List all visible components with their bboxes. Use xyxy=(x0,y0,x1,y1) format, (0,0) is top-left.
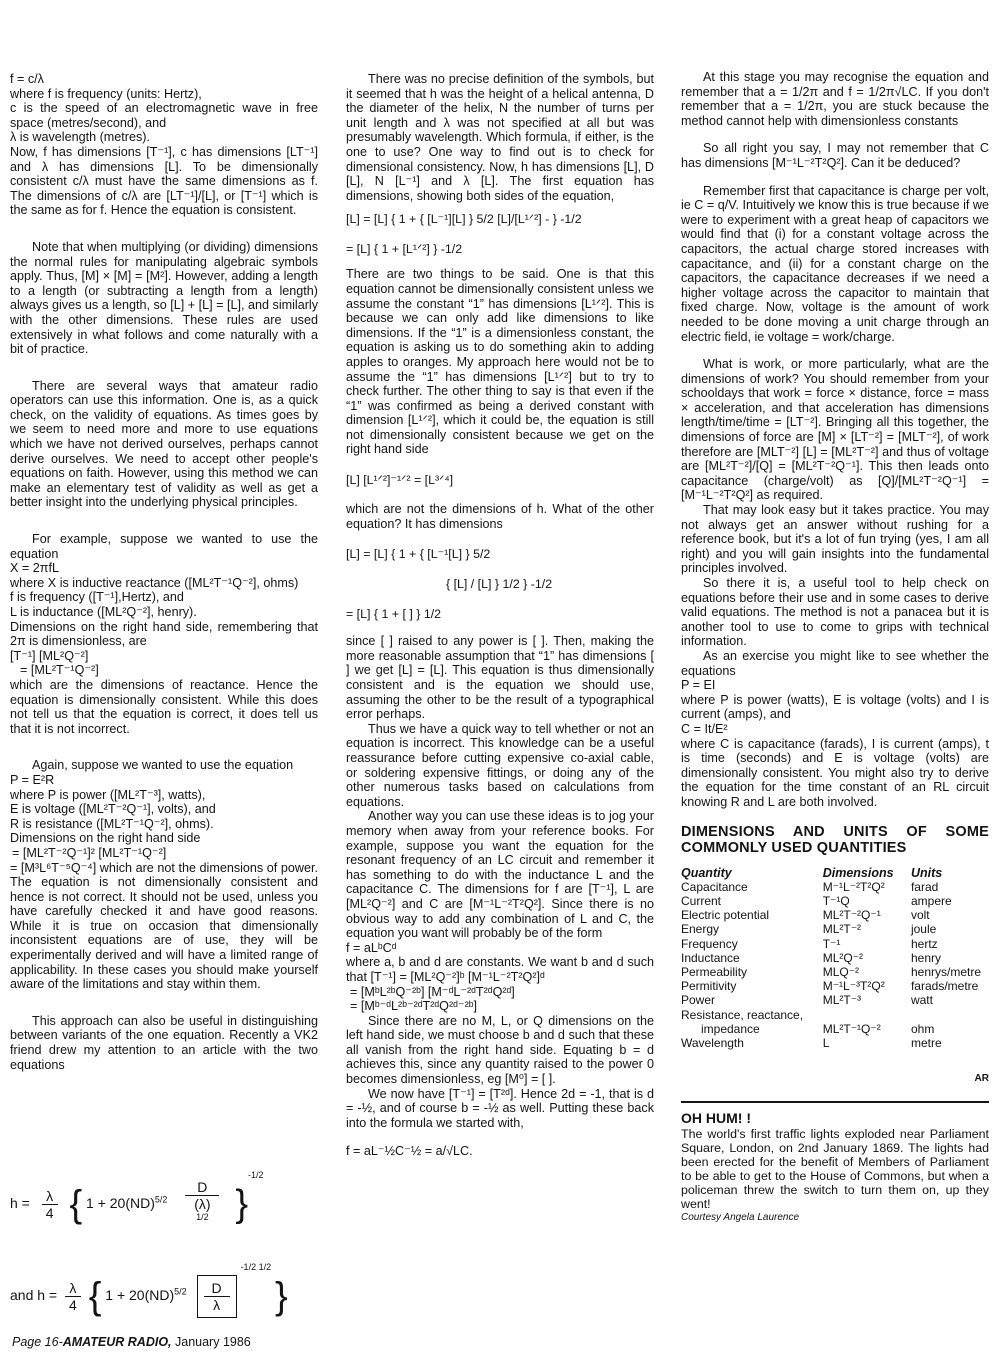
sidebar-divider xyxy=(681,1101,989,1103)
table-row xyxy=(681,1008,981,1022)
quantity-cell: Current xyxy=(681,893,722,908)
units-cell: farad xyxy=(910,879,939,894)
units-cell: ohm xyxy=(910,1021,935,1036)
units-cell: ampere xyxy=(910,893,952,908)
table-row xyxy=(681,1036,981,1050)
equation-power: P = E²R xyxy=(10,772,55,787)
units-cell: hertz xyxy=(910,936,938,951)
equation-capacitance: C = It/E² xyxy=(681,721,728,736)
paragraph: since [ ] raised to any power is [ ]. Then, making the more reasonable assumption that “1” has dimensions [ ] we get [L] = [L]. This equation is thus dimensionally consistent and is the equation we should use, assuming the other to be the result of a typographical error perhaps. xyxy=(346,634,654,722)
equation-dimensions-3b: { [L] / [L] } 1/2 } -1/2 xyxy=(446,577,553,592)
table-row xyxy=(681,880,981,894)
units-cell: henrys/metre xyxy=(910,964,981,979)
dimensions-cell: L xyxy=(822,1035,830,1050)
table-row xyxy=(681,937,981,951)
table-row xyxy=(681,979,981,993)
column-3 xyxy=(681,70,989,1226)
quantity-cell: Permeability xyxy=(681,964,748,979)
quantity-cell: Wavelength xyxy=(681,1035,744,1050)
equation-reactance: X = 2πfL xyxy=(10,561,59,576)
text-line: c is the speed of an electromagnetic wave in free space (metres/second), and xyxy=(10,101,318,130)
units-table xyxy=(681,866,981,1051)
paragraph: Remember first that capacitance is charge per volt, ie C = q/V. Intuitively we know this is true because if we were to experiment with a great heap of capacitors we would find that (i) for a constant voltage across the capacitors, the actual charge stored increases with capacitance, and (ii) for a constant charge on the capacitors, the capacitance decreases if we need a higher voltage across the capacitor to maintain that fixed charge. Now, voltage is the amount of work needed to be done moving a unit charge through an electric field, ie voltage = work/charge. xyxy=(681,183,989,344)
formula-helix-1: h = $\frac{\lambda}{4}$ { 1 + 20(ND)$^{5/2}$ D (λ) $^{1/2}$ }$^{-1/2}$ xyxy=(10,1170,264,1226)
dimensions-cell: ML²T⁻³ xyxy=(822,993,862,1008)
table-row xyxy=(681,965,981,979)
quantity-cell: Frequency xyxy=(681,936,738,951)
quantity-cell: Power xyxy=(681,993,716,1008)
equation-dimensions-1a: [L] = [L] { 1 + { [L⁻¹][L] } 5/2 [L]/[L¹ᐟ²] - } -1/2 xyxy=(346,212,582,227)
table-row xyxy=(681,908,981,922)
column-header-units: Units xyxy=(910,865,943,880)
quantity-cell: Resistance, reactance, xyxy=(681,1007,804,1022)
dimensions-cell: M⁻¹L⁻³T²Q² xyxy=(822,979,885,994)
page-number: Page 16- xyxy=(12,1335,63,1349)
paragraph: We now have [T⁻¹] = [T²ᵈ]. Hence 2d = -1, that is d = -½, and of course b = -½ as well. Putting these back into the formula we started with, xyxy=(346,1086,654,1130)
quantity-cell: impedance xyxy=(701,1021,760,1036)
dimensions-cell: MLQ⁻² xyxy=(822,964,860,979)
paragraph: At this stage you may recognise the equation and remember that a = 1/2π and f = 1/2π√LC. If you don't remember that a = 1/2π, you are stuck because the method cannot help with dimensionless constants xyxy=(681,70,989,128)
units-table-heading: DIMENSIONS AND UNITS OF SOME COMMONLY USED QUANTITIES xyxy=(681,823,989,856)
paragraph: This approach can also be useful in distinguishing between variants of the one equation. Recently a VK2 friend drew my attention to an article with the two equations xyxy=(10,1013,318,1072)
table-row xyxy=(681,951,981,965)
equation-power-ei: P = EI xyxy=(681,678,716,693)
column-1 xyxy=(10,72,318,1085)
paragraph: So there it is, a useful tool to help check on equations before their use and in some cases to derive valid equations. The method is not a panacea but it is another tool to use to come to grips with technical information. xyxy=(681,576,989,649)
table-row xyxy=(681,922,981,936)
paragraph-lc-derivation: f = aLᵇCᵈ where a, b and d are constants. We want b and d such that [T⁻¹] = [ML²Q⁻²]ᵇ [M⁻¹L⁻²T²Q²]ᵈ = [MᵇL²ᵇQ⁻²ᵇ] [M⁻ᵈL⁻²ᵈT²ᵈQ²ᵈ] = [Mᵇ⁻ᵈL²ᵇ⁻²ᵈT²ᵈQ²ᵈ⁻²ᵇ] xyxy=(346,940,654,1014)
sidebar-credit: Courtesy Angela Laurence xyxy=(681,1212,800,1224)
column-header-dimensions: Dimensions xyxy=(822,865,894,880)
units-cell xyxy=(911,1008,981,1022)
units-cell: watt xyxy=(910,993,933,1008)
units-cell: joule xyxy=(910,922,937,937)
paragraph: Now, f has dimensions [T⁻¹], c has dimensions [LT⁻¹] and λ has dimensions [L]. To be dimensionally consistent c/λ must have the same dimensions as f. The dimensions of c/λ are [LT⁻¹]/[L], or [T⁻¹] which is the same as for f. Hence the equation is consistent. xyxy=(10,144,318,218)
equation-dimensions-1b: = [L] { 1 + [L¹ᐟ²] } -1/2 xyxy=(346,242,463,257)
dimensions-cell: T⁻¹Q xyxy=(822,893,850,908)
paragraph: There are two things to be said. One is that this equation cannot be dimensionally consistent unless we assume the constant “1” has dimensions [L¹ᐟ²]. This is because we can only add like dimensions to like dimensions. If the “1” is a dimensionless constant, the equation is asking us to do something akin to adding apples to oranges. My approach here would not be to assume the “1” has dimensions [L¹ᐟ²] but to try to check further. The other thing to say is that even if the “1” was confirmed as being a derived constant with dimension [L¹ᐟ²], which it could be, the equation is still not dimensionally consistent because we get on the right hand side xyxy=(346,267,654,457)
dimensions-cell xyxy=(823,1008,911,1022)
equation-dimensions-3c: = [L] { 1 + [ ] } 1/2 xyxy=(346,607,442,622)
table-row xyxy=(681,1022,981,1036)
dimensions-cell: ML²T⁻¹Q⁻² xyxy=(822,1021,881,1036)
paragraph-example-power: Again, suppose we wanted to use the equation P = E²R where P is power ([ML²T⁻³], watts), E is voltage ([ML²T⁻²Q⁻¹], volts), and R is resistance ([ML²T⁻¹Q⁻²], ohms). Dimensions on the right hand side = [ML²T⁻²Q⁻¹]² [ML²T⁻¹Q⁻²] = [M³L⁶T⁻⁵Q⁻⁴] which are not the dimensions of power. The equation is not dimensionally consistent and hence is not correct. It should not be used, unless you have carefully checked it and have good reasons. While it is true on occasion that dimensionally inconsistent equations are of use, they will be experimentally derived and will have a limited range of applicability. In these cases you should make yourself aware of the limitations and stay within them. xyxy=(10,758,318,992)
units-table-header-row xyxy=(681,866,981,880)
paragraph: Another way you can use these ideas is to jog your memory when away from your reference books. For example, suppose you want the equation for the resonant frequency of an LC circuit and remember it has something to do with the inductance L and the capacitance C. The dimensions for f are [T⁻¹], L are [ML²Q⁻²] and C are [M⁻¹L⁻²T²Q²]. Since there is no obvious way to add any combination of L and C, the equation you want will probably be of the form xyxy=(346,809,654,941)
dimensions-cell: ML²T⁻² xyxy=(822,922,862,937)
units-cell: farads/metre xyxy=(910,979,979,994)
column-2 xyxy=(346,72,654,1159)
paragraph-exercise: As an exercise you might like to see whether the equations P = EI where P is power (watts), E is voltage (volts) and I is current (amps), and C = It/E² where C is capacitance (farads), I is current (amps), t is time (seconds) and E is voltage (volts) are dimensionally consistent. You might also try to derive the equation for the time constant of an RL circuit knowing R and L are both involved. xyxy=(681,648,989,809)
paragraph: Thus we have a quick way to tell whether or not an equation is incorrect. This knowledge can be a useful reassurance before cutting expensive co-axial cable, or soldering expensive fittings, or doing any of the other numerous tasks based on calculations from equations. xyxy=(346,721,654,809)
quantity-cell: Permitivity xyxy=(681,979,737,994)
magazine-name: AMATEUR RADIO, xyxy=(62,1335,172,1349)
paragraph: which are not the dimensions of h. What of the other equation? It has dimensions xyxy=(346,502,654,531)
column-header-quantity: Quantity xyxy=(681,865,732,880)
units-cell: volt xyxy=(910,908,930,923)
issue-date: January 1986 xyxy=(171,1335,251,1349)
equation-f-c-lambda: f = c/λ xyxy=(10,72,44,86)
table-row xyxy=(681,894,981,908)
dimensions-cell: M⁻¹L⁻²T²Q² xyxy=(822,879,885,894)
paragraph: There was no precise definition of the symbols, but it seemed that h was the height of a helical antenna, D the diameter of the helix, N the number of turns per unit length and λ was not specified at all but was presumably wavelength. Which formula, if either, is the one to use? One way to find out is to check for dimensional consistency. Now, h has dimensions [L], D [L], N [L⁻¹] and λ [L]. The first equation has dimensions, showing both sides of the equation, xyxy=(346,72,654,203)
quantity-cell: Capacitance xyxy=(681,879,748,894)
quantity-cell: Inductance xyxy=(681,950,740,965)
paragraph: So all right you say, I may not remember that C has dimensions [M⁻¹L⁻²T²Q²]. Can it be deduced? xyxy=(681,141,989,170)
units-table-body xyxy=(681,880,981,1050)
equation-resonant-result: f = aL⁻½C⁻½ = a/√LC. xyxy=(346,1144,473,1159)
paragraph: Since there are no M, L, or Q dimensions on the left hand side, we must choose b and d such that these all vanish from the right hand side. Equating b = d achieves this, since any quantity raised to the power 0 becomes dimensionless, eg [M⁰] = [ ]. xyxy=(346,1013,654,1087)
dimensions-cell: ML²Q⁻² xyxy=(822,950,864,965)
dimensions-cell: ML²T⁻²Q⁻¹ xyxy=(822,908,881,923)
quantity-cell: Electric potential xyxy=(681,908,770,923)
page-footer xyxy=(12,1335,251,1349)
paragraph: There are several ways that amateur radio operators can use this information. One is, as a quick check, on the validity of equations. As times goes by we seem to need more and more to use equations which we have not derived ourselves, perhaps cannot derive ourselves. We need to accept other people's equations on faith. However, using this method we can make an elementary test of validity as well as get a better insight into the underlying physical principles. xyxy=(10,378,318,510)
quantity-cell: Energy xyxy=(681,922,720,937)
units-cell: metre xyxy=(910,1035,942,1050)
paragraph-example-reactance: For example, suppose we wanted to use the equation X = 2πfL where X is inductive reactance ([ML²T⁻¹Q⁻²], ohms) f is frequency ([T⁻¹],Hertz), and L is inductance ([ML²Q⁻²], henry). Dimensions on the right hand side, remembering that 2π is dimensionless, are [T⁻¹] [ML²Q⁻²] = [ML²T⁻¹Q⁻²] which are the dimensions of reactance. Hence the equation is dimensionally consistent. While this does not tell us that the equation is correct, it does tell us that it is not incorrect. xyxy=(10,532,318,736)
end-mark: AR xyxy=(974,1073,989,1085)
dimensions-cell: T⁻¹ xyxy=(822,936,841,951)
text-line: λ is wavelength (metres). xyxy=(10,130,150,145)
paragraph: Note that when multiplying (or dividing) dimensions the normal rules for manipulating algebraic symbols apply. Thus, [M] × [M] = [M²]. However, adding a length to a length (or subtracting a length from a length) always gives us a length, so [L] + [L] = [L], and similarly with the other dimensions. These rules are used extensively in what follows and come naturally with a bit of practice. xyxy=(10,239,318,357)
formula-helix-2: and h = $\frac{\lambda}{4}$ { 1 + 20(ND)$^{5/2}$ $\frac{D}{\lambda}$ $^{-1/2 1/2}$ } xyxy=(10,1262,288,1318)
equation-dimensions-3a: [L] = [L] { 1 + { [L⁻¹[L] } 5/2 xyxy=(346,547,491,562)
paragraph: What is work, or more particularly, what are the dimensions of work? You should remember from your schooldays that work = force × distance, force = mass × acceleration, and that acceleration has dimensions length/time/time = [LT⁻²]. Bringing all this together, the dimensions of force are [M] × [LT⁻²] = [MLT⁻²], of work therefore are [MLT⁻²] [L] = [ML²T⁻²] and thus of voltage are [ML²T⁻²]/[Q] = [ML²T⁻²Q⁻¹]. This then leads onto capacitance (charge/volt) as [Q]/[ML²T⁻²Q⁻¹] = [M⁻¹L⁻²T²Q²] as required. xyxy=(681,357,989,503)
sidebar-text: The world's first traffic lights exploded near Parliament Square, London, on 2nd January 1869. The lights had been erected for the benefit of Members of Parliament to be able to get to the House of Commons, but when a policeman threw the switch to turn them on, up they went! xyxy=(681,1127,989,1212)
text-line: where f is frequency (units: Hertz), xyxy=(10,86,202,101)
paragraph: That may look easy but it takes practice. You may not always get an answer without rushing for a reference book, but it's a lot of fun trying (yes, I am all right) and you will gain insights into the fundamental principles involved. xyxy=(681,503,989,576)
table-row xyxy=(681,993,981,1007)
units-cell: henry xyxy=(910,950,941,965)
equation-dimensions-2: [L] [L¹ᐟ²]⁻¹ᐟ² = [L³ᐟ⁴] xyxy=(346,473,454,488)
sidebar-title: OH HUM! ! xyxy=(681,1109,751,1126)
equation-resonant-form: f = aLᵇCᵈ xyxy=(346,940,397,955)
